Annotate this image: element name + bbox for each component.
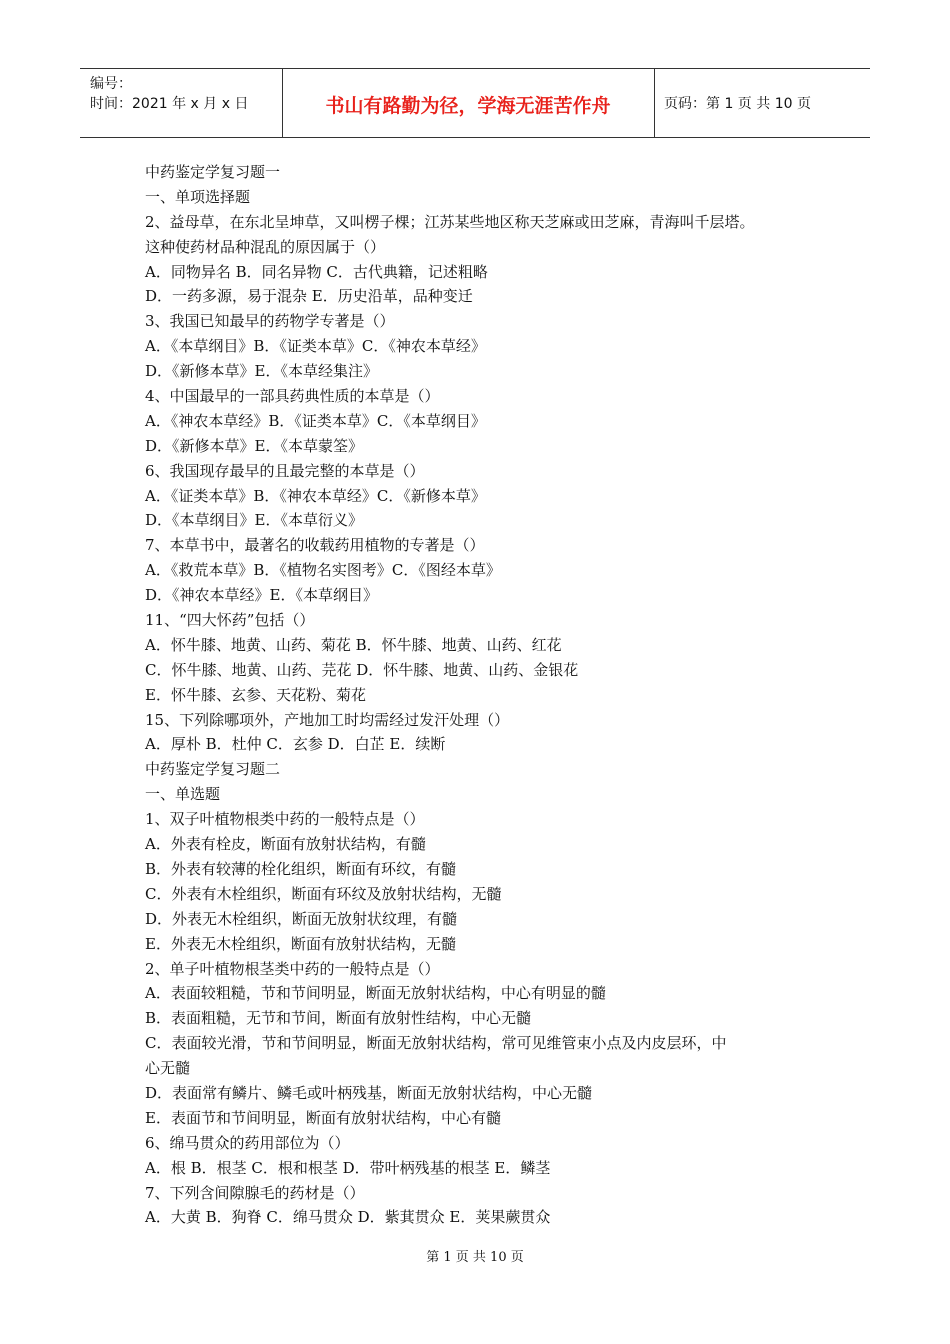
text-line: D．《新修本草》E．《本草经集注》	[145, 362, 378, 381]
text-line: 4、中国最早的一部具药典性质的本草是（）	[145, 387, 440, 406]
text-line: 6、我国现存最早的且最完整的本草是（）	[145, 461, 425, 480]
text-line: D．《本草纲目》E．《本草衍义》	[145, 511, 363, 530]
text-line: A．外表有栓皮，断面有放射状结构，有髓	[145, 835, 426, 854]
text-line: A．根 B．根茎 C．根和根茎 D．带叶柄残基的根茎 E．鳞茎	[145, 1158, 551, 1177]
page-header	[80, 68, 870, 138]
text-line: 中药鉴定学复习题二	[145, 760, 281, 779]
header-info-cell	[80, 69, 283, 137]
document-date-label: 时间：2021 年 x 月 x 日	[90, 96, 249, 112]
document-body	[145, 160, 825, 1230]
text-line: A．同物异名 B．同名异物 C．古代典籍，记述粗略	[145, 262, 488, 281]
text-line: C．怀牛膝、地黄、山药、芫花 D．怀牛膝、地黄、山药、金银花	[145, 660, 579, 679]
header-motto: 书山有路勤为径，学海无涯苦作舟	[325, 95, 611, 117]
text-line: 2、益母草，在东北呈坤草，又叫楞子棵；江苏某些地区称天芝麻或田芝麻，青海叫千层塔。	[145, 212, 755, 231]
text-line: E．怀牛膝、玄参、天花粉、菊花	[145, 685, 366, 704]
text-line: B．表面粗糙，无节和节间，断面有放射性结构，中心无髓	[145, 1009, 532, 1028]
text-line: D．《神农本草经》E．《本草纲目》	[145, 586, 378, 605]
text-line: 11、“四大怀药”包括（）	[145, 611, 315, 630]
text-line: 这种使药材品种混乱的原因属于（）	[145, 237, 386, 256]
text-line: 15、下列除哪项外，产地加工时均需经过发汗处理（）	[145, 710, 510, 729]
document-number-label: 编号：	[90, 76, 132, 92]
text-line: 6、绵马贯众的药用部位为（）	[145, 1133, 350, 1152]
text-line: A．《救荒本草》B．《植物名实图考》C．《图经本草》	[145, 561, 501, 580]
text-line: D．外表无木栓组织，断面无放射状纹理，有髓	[145, 909, 458, 928]
text-line: E．表面节和节间明显，断面有放射状结构，中心有髓	[145, 1108, 501, 1127]
text-line: C．外表有木栓组织，断面有环纹及放射状结构，无髓	[145, 884, 502, 903]
text-line: A．大黄 B．狗脊 C．绵马贯众 D．紫萁贯众 E．荚果蕨贯众	[145, 1208, 551, 1227]
text-line: A．怀牛膝、地黄、山药、菊花 B．怀牛膝、地黄、山药、红花	[145, 635, 562, 654]
text-line: A．《证类本草》B．《神农本草经》C．《新修本草》	[145, 486, 486, 505]
text-line: 心无髓	[145, 1059, 191, 1078]
text-line: A．厚朴 B．杜仲 C．玄参 D．白芷 E．续断	[145, 735, 446, 754]
text-line: A．《神农本草经》B．《证类本草》C．《本草纲目》	[145, 411, 486, 430]
text-line: 中药鉴定学复习题一	[145, 163, 281, 181]
text-line: D．表面常有鳞片、鳞毛或叶柄残基，断面无放射状结构，中心无髓	[145, 1083, 593, 1102]
header-page-cell	[654, 69, 870, 137]
text-line: 3、我国已知最早的药物学专著是（）	[145, 312, 395, 331]
text-line: 7、下列含间隙腺毛的药材是（）	[145, 1183, 365, 1202]
text-line: 7、本草书中，最著名的收载药用植物的专著是（）	[145, 536, 485, 555]
text-line: 一、单项选择题	[145, 187, 251, 206]
text-line: E．外表无木栓组织，断面有放射状结构，无髓	[145, 934, 456, 953]
text-line: 1、双子叶植物根类中药的一般特点是（）	[145, 810, 425, 829]
text-line: A．《本草纲目》B．《证类本草》C．《神农本草经》	[145, 337, 486, 356]
text-line: B．外表有较薄的栓化组织，断面有环纹，有髓	[145, 859, 457, 878]
header-motto-cell	[282, 69, 655, 137]
header-page-number: 页码：第 1 页 共 10 页	[664, 96, 811, 112]
text-line: 一、单选题	[145, 785, 221, 804]
text-line: 2、单子叶植物根茎类中药的一般特点是（）	[145, 959, 440, 978]
page-footer: 第 1 页 共 10 页	[426, 1250, 524, 1265]
text-line: A．表面较粗糙，节和节间明显，断面无放射状结构，中心有明显的髓	[145, 984, 606, 1003]
text-line: D．《新修本草》E．《本草蒙筌》	[145, 436, 363, 455]
text-line: C．表面较光滑，节和节间明显，断面无放射状结构，常可见维管束小点及内皮层环，中	[145, 1034, 727, 1053]
text-line: D．一药多源，易于混杂 E．历史沿革，品种变迁	[145, 287, 473, 306]
